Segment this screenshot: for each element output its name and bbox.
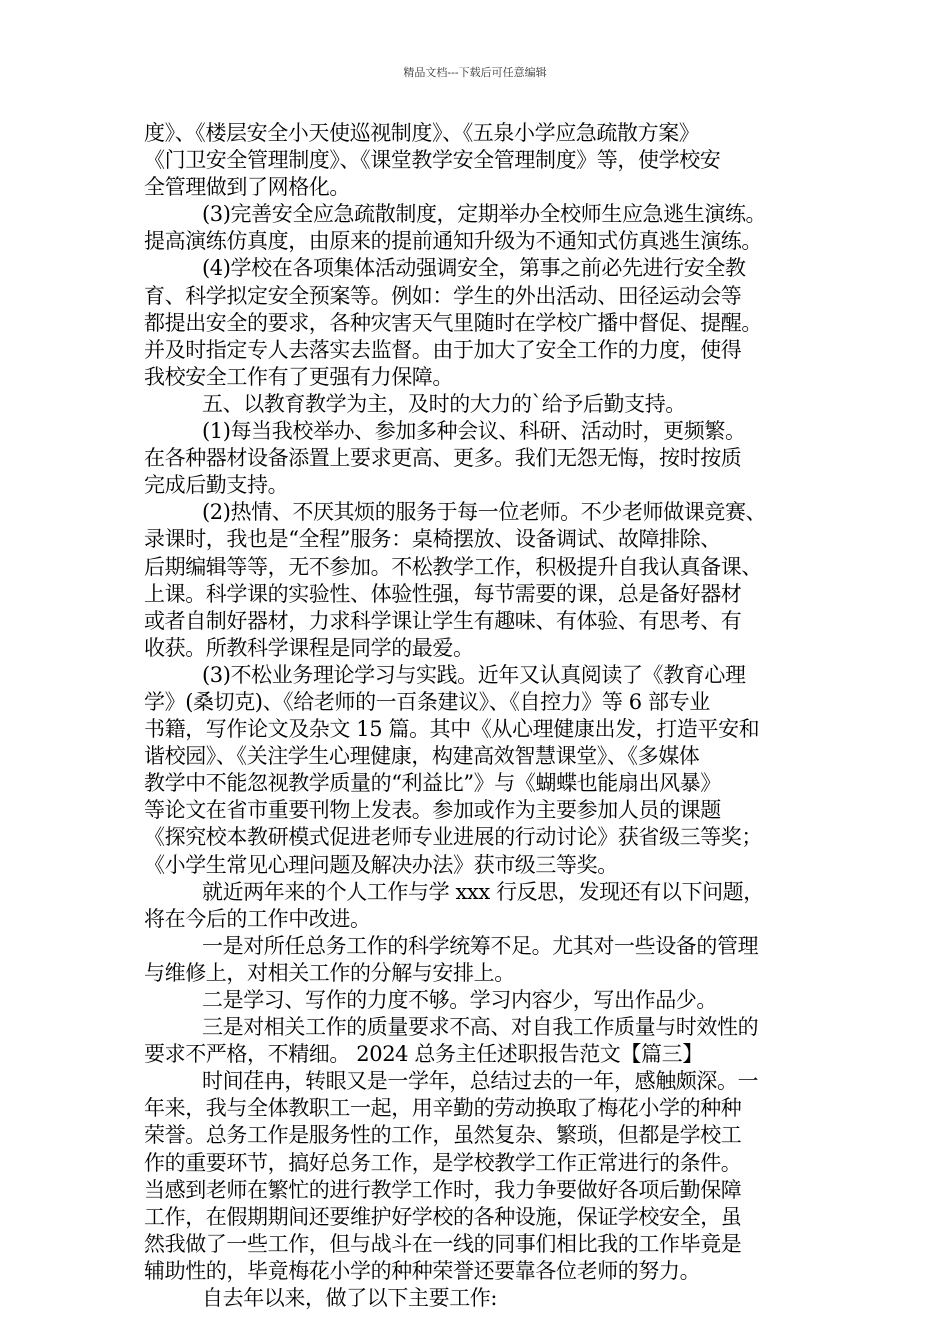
text-line: (3)不松业务理论学习与实践。近年又认真阅读了《教育心理 xyxy=(202,662,746,687)
text-line: 工作，在假期期间还要维护好学校的各种设施，保证学校安全，虽 xyxy=(144,1204,742,1229)
text-line: 要求不严格，不精细。 2024 总务主任述职报告范文【篇三】 xyxy=(144,1042,703,1067)
text-line: (3)完善安全应急疏散制度，定期举办全校师生应急逃生演练。 xyxy=(202,202,767,227)
text-line: 等论文在省市重要刊物上发表。参加或作为主要参加人员的课题 xyxy=(144,798,721,823)
text-line: 《探究校本教研模式促进老师专业进展的行动讨论》获省级三等奖； xyxy=(144,825,762,850)
text-line: 二是学习、写作的力度不够。学习内容少，写出作品少。 xyxy=(202,988,717,1012)
text-line: 作的重要环节，搞好总务工作，是学校教学工作正常进行的条件。 xyxy=(144,1150,742,1175)
text-line: 《小学生常见心理问题及解决办法》获市级三等奖。 xyxy=(144,852,618,877)
text-line: 谐校园》、《关注学生心理健康，构建高效智慧课堂》、《多媒体 xyxy=(144,744,700,769)
text-line: 五、以教育教学为主，及时的大力的`给予后勤支持。 xyxy=(202,391,686,416)
text-line: 教学中不能忽视教学质量的“利益比”》与《蝴蝶也能扇出风暴》 xyxy=(144,771,721,796)
text-line: 收获。所教科学课程是同学的最爱。 xyxy=(144,635,474,660)
text-line: (1)每当我校举办、参加多种会议、科研、活动时，更频繁。 xyxy=(202,419,746,444)
text-line: 录课时，我也是“全程”服务：桌椅摆放、设备调试、故障排除、 xyxy=(144,527,721,552)
text-line: 当感到老师在繁忙的进行教学工作时，我力争要做好各项后勤保障 xyxy=(144,1177,742,1202)
text-line: 或者自制好器材，力求科学课让学生有趣味、有体验、有思考、有 xyxy=(144,608,742,633)
text-line: 提高演练仿真度，由原来的提前通知升级为不通知式仿真逃生演练。 xyxy=(144,229,762,254)
text-line: 将在今后的工作中改进。 xyxy=(144,906,371,931)
text-line: 并及时指定专人去落实去监督。由于加大了安全工作的力度，使得 xyxy=(144,337,742,362)
text-line: 完成后勤支持。 xyxy=(144,473,289,498)
text-line: 辅助性的，毕竟梅花小学的种种荣誉还要靠各位老师的努力。 xyxy=(144,1258,701,1283)
text-line: 度》、《楼层安全小天使巡视制度》、《五泉小学应急疏散方案》 xyxy=(144,121,700,145)
text-line: 学》(桑切克)、《给老师的一百条建议》、《自控力》等 6 部专业 xyxy=(144,689,710,714)
text-line: 书籍，写作论文及杂文 15 篇。其中《从心理健康出发，打造平安和 xyxy=(144,717,760,742)
text-line: 就近两年来的个人工作与学 xxx 行反思，发现还有以下问题， xyxy=(202,879,764,904)
text-line: 《门卫安全管理制度》、《课堂教学安全管理制度》等，使学校安 xyxy=(144,148,721,173)
text-line: 我校安全工作有了更强有力保障。 xyxy=(144,364,453,389)
text-line: 上课。科学课的实验性、体验性强，每节需要的课，总是备好器材 xyxy=(144,581,742,606)
text-line: (4)学校在各项集体活动强调安全，第事之前必先进行安全教 xyxy=(202,256,746,281)
text-line: 年来，我与全体教职工一起，用辛勤的劳动换取了梅花小学的种种 xyxy=(144,1096,742,1121)
text-line: 育、科学拟定安全预案等。例如：学生的外出活动、田径运动会等 xyxy=(144,283,742,308)
text-line: 都提出安全的要求，各种灾害天气里随时在学校广播中督促、提醒。 xyxy=(144,310,762,335)
text-line: 与维修上，对相关工作的分解与安排上。 xyxy=(144,960,515,985)
text-line: 荣誉。总务工作是服务性的工作，虽然复杂、繁琐，但都是学校工 xyxy=(144,1123,742,1148)
text-line: 然我做了一些工作，但与战斗在一线的同事们相比我的工作毕竟是 xyxy=(144,1231,742,1256)
text-line: 一是对所任总务工作的科学统筹不足。尤其对一些设备的管理 xyxy=(202,933,759,958)
page-header: 精品文档---下载后可任意编辑 xyxy=(403,66,547,79)
text-line: 三是对相关工作的质量要求不高、对自我工作质量与时效性的 xyxy=(202,1015,759,1040)
text-line: 时间荏冉，转眼又是一学年，总结过去的一年，感触颇深。一 xyxy=(202,1069,759,1094)
text-line: 全管理做到了网格化。 xyxy=(144,175,350,200)
document-body xyxy=(144,120,810,1312)
text-line: 后期编辑等等，无不参加。不松教学工作，积极提升自我认真备课、 xyxy=(144,554,762,579)
text-line: 在各种器材设备添置上要求更高、更多。我们无怨无悔，按时按质 xyxy=(144,446,742,471)
text-line: 自去年以来，做了以下主要工作: xyxy=(202,1286,498,1311)
text-line: (2)热情、不厌其烦的服务于每一位老师。不少老师做课竞赛、 xyxy=(202,500,767,525)
